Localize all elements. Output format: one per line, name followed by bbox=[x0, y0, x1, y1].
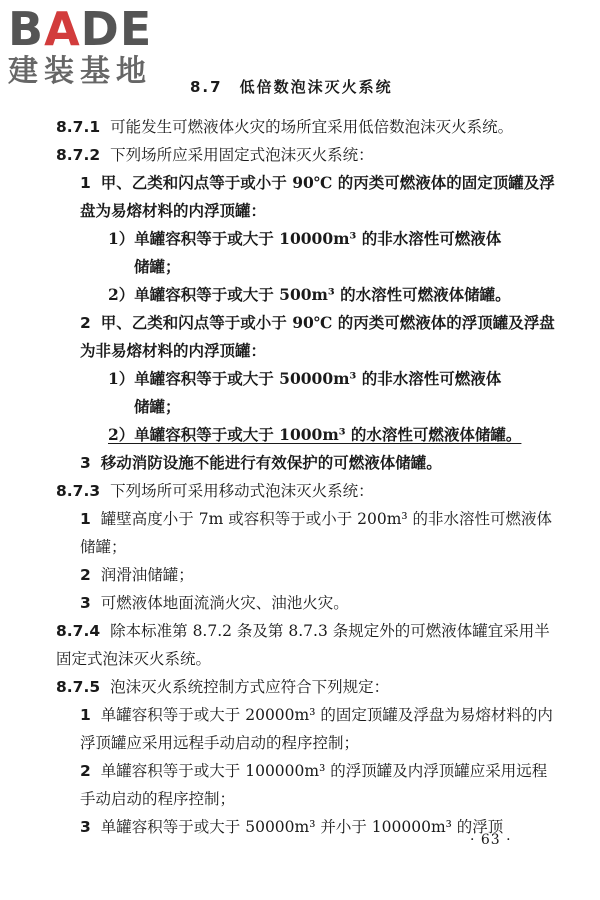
clause-8-7-3-item-1: 1 罐壁高度小于 7m 或容积等于或小于 200m³ 的非水溶性可燃液体储罐； bbox=[80, 510, 553, 556]
clause-8-7-1: 8.7.1 可能发生可燃液体火灾的场所宜采用低倍数泡沫灭火系统。 bbox=[56, 118, 514, 136]
clause-8-7-3-item-3: 3 可燃液体地面流淌火灾、油池火灾。 bbox=[80, 594, 349, 612]
clause-8-7-3: 8.7.3 下列场所可采用移动式泡沫灭火系统： bbox=[56, 482, 374, 500]
clause-8-7-2-item-2: 2 甲、乙类和闪点等于或小于 90℃ 的丙类可燃液体的浮顶罐及浮盘为非易熔材料的内浮顶罐： bbox=[80, 313, 555, 360]
clause-8-7-2-item-2-sub-1-cont: 储罐； bbox=[134, 397, 181, 416]
logo-wordmark: BADE bbox=[8, 2, 153, 56]
clause-8-7-5-item-1: 1 单罐容积等于或大于 20000m³ 的固定顶罐及浮盘为易熔材料的内浮顶罐应采用远程手动启动的程序控制； bbox=[80, 706, 553, 752]
clause-8-7-5: 8.7.5 泡沫灭火系统控制方式应符合下列规定： bbox=[56, 678, 390, 696]
clause-8-7-2-item-2-sub-2: 2）单罐容积等于或大于 1000m³ 的水溶性可燃液体储罐。 bbox=[108, 425, 522, 444]
clause-8-7-3-item-2: 2 润滑油储罐； bbox=[80, 566, 194, 584]
clause-8-7-5-item-2: 2 单罐容积等于或大于 100000m³ 的浮顶罐及内浮顶罐应采用远程手动启动的程序控制； bbox=[80, 762, 548, 808]
document-body bbox=[56, 113, 561, 841]
clause-8-7-4: 8.7.4 除本标准第 8.7.2 条及第 8.7.3 条规定外的可燃液体罐宜采用半固定式泡沫灭火系统。 bbox=[56, 622, 550, 668]
clause-8-7-2-item-2-sub-1: 1）单罐容积等于或大于 50000m³ 的非水溶性可燃液体 bbox=[108, 369, 502, 388]
clause-8-7-5-item-3: 3 单罐容积等于或大于 50000m³ 并小于 100000m³ 的浮顶 bbox=[80, 818, 504, 836]
clause-8-7-2-item-1-sub-1: 1）单罐容积等于或大于 10000m³ 的非水溶性可燃液体 bbox=[108, 229, 502, 248]
clause-8-7-2-item-1-sub-1-cont: 储罐； bbox=[134, 257, 181, 276]
clause-8-7-2: 8.7.2 下列场所应采用固定式泡沫灭火系统： bbox=[56, 146, 374, 164]
clause-8-7-2-item-3: 3 移动消防设施不能进行有效保护的可燃液体储罐。 bbox=[80, 453, 442, 472]
page-number: · 63 · bbox=[470, 832, 512, 848]
bade-logo bbox=[8, 2, 178, 90]
clause-8-7-2-item-1: 1 甲、乙类和闪点等于或小于 90℃ 的丙类可燃液体的固定顶罐及浮盘为易熔材料的内浮顶罐： bbox=[80, 173, 555, 220]
logo-subtitle: 建装基地 bbox=[8, 54, 152, 89]
section-title: 8.7 低倍数泡沫灭火系统 bbox=[190, 78, 393, 96]
clause-8-7-2-item-1-sub-2: 2）单罐容积等于或大于 500m³ 的水溶性可燃液体储罐。 bbox=[108, 285, 511, 304]
